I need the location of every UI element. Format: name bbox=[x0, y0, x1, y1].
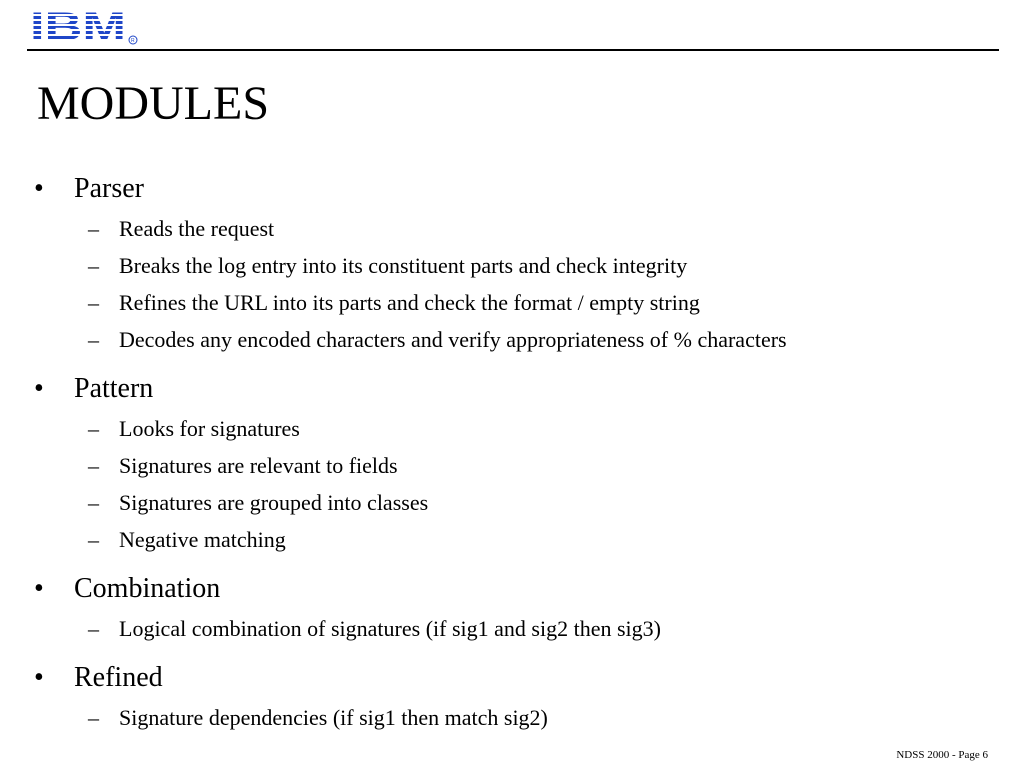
sub-bullet-item bbox=[0, 610, 1024, 647]
bullet-label: Parser bbox=[74, 173, 144, 204]
sub-bullet-item bbox=[0, 410, 1024, 447]
bullet-item bbox=[0, 368, 1024, 410]
bullet-icon: • bbox=[34, 662, 44, 693]
bullet-label: Pattern bbox=[74, 373, 154, 404]
header-divider bbox=[27, 49, 999, 51]
sub-bullet-item bbox=[0, 521, 1024, 558]
sub-bullet-item bbox=[0, 699, 1024, 736]
slide-content bbox=[0, 168, 1024, 746]
sub-bullet-label: Signatures are grouped into classes bbox=[119, 490, 429, 515]
bullet-label: Combination bbox=[74, 573, 221, 604]
sub-bullet-label: Signatures are relevant to fields bbox=[119, 453, 398, 478]
bullet-section bbox=[0, 568, 1024, 647]
dash-icon: – bbox=[88, 253, 99, 278]
dash-icon: – bbox=[88, 416, 99, 441]
bullet-icon: • bbox=[34, 173, 44, 204]
dash-icon: – bbox=[88, 616, 99, 641]
bullet-item bbox=[0, 657, 1024, 699]
dash-icon: – bbox=[88, 290, 99, 315]
slide-title: MODULES bbox=[37, 77, 270, 130]
dash-icon: – bbox=[88, 490, 99, 515]
dash-icon: – bbox=[88, 527, 99, 552]
bullet-section bbox=[0, 657, 1024, 736]
ibm-logo bbox=[30, 6, 140, 46]
bullet-icon: • bbox=[34, 573, 44, 604]
bullet-section bbox=[0, 168, 1024, 358]
svg-text:R: R bbox=[131, 38, 135, 44]
sub-bullet-label: Signature dependencies (if sig1 then match sig2) bbox=[119, 705, 548, 730]
sub-bullet-label: Reads the request bbox=[119, 216, 275, 241]
sub-bullet-item bbox=[0, 321, 1024, 358]
dash-icon: – bbox=[88, 216, 99, 241]
sub-bullet-item bbox=[0, 210, 1024, 247]
sub-bullet-label: Breaks the log entry into its constituent parts and check integrity bbox=[119, 253, 688, 278]
bullet-icon: • bbox=[34, 373, 44, 404]
bullet-item bbox=[0, 568, 1024, 610]
bullet-item bbox=[0, 168, 1024, 210]
bullet-section bbox=[0, 368, 1024, 558]
sub-bullet-item bbox=[0, 484, 1024, 521]
bullet-label: Refined bbox=[74, 662, 163, 693]
dash-icon: – bbox=[88, 453, 99, 478]
sub-bullet-label: Negative matching bbox=[119, 527, 286, 552]
dash-icon: – bbox=[88, 327, 99, 352]
page-footer: NDSS 2000 - Page 6 bbox=[896, 749, 988, 761]
sub-bullet-label: Decodes any encoded characters and verify appropriateness of % characters bbox=[119, 327, 787, 352]
sub-bullet-label: Refines the URL into its parts and check the format / empty string bbox=[119, 290, 700, 315]
sub-bullet-item bbox=[0, 284, 1024, 321]
sub-bullet-item bbox=[0, 247, 1024, 284]
sub-bullet-label: Logical combination of signatures (if sig1 and sig2 then sig3) bbox=[119, 616, 661, 641]
sub-bullet-label: Looks for signatures bbox=[119, 416, 300, 441]
dash-icon: – bbox=[88, 705, 99, 730]
sub-bullet-item bbox=[0, 447, 1024, 484]
